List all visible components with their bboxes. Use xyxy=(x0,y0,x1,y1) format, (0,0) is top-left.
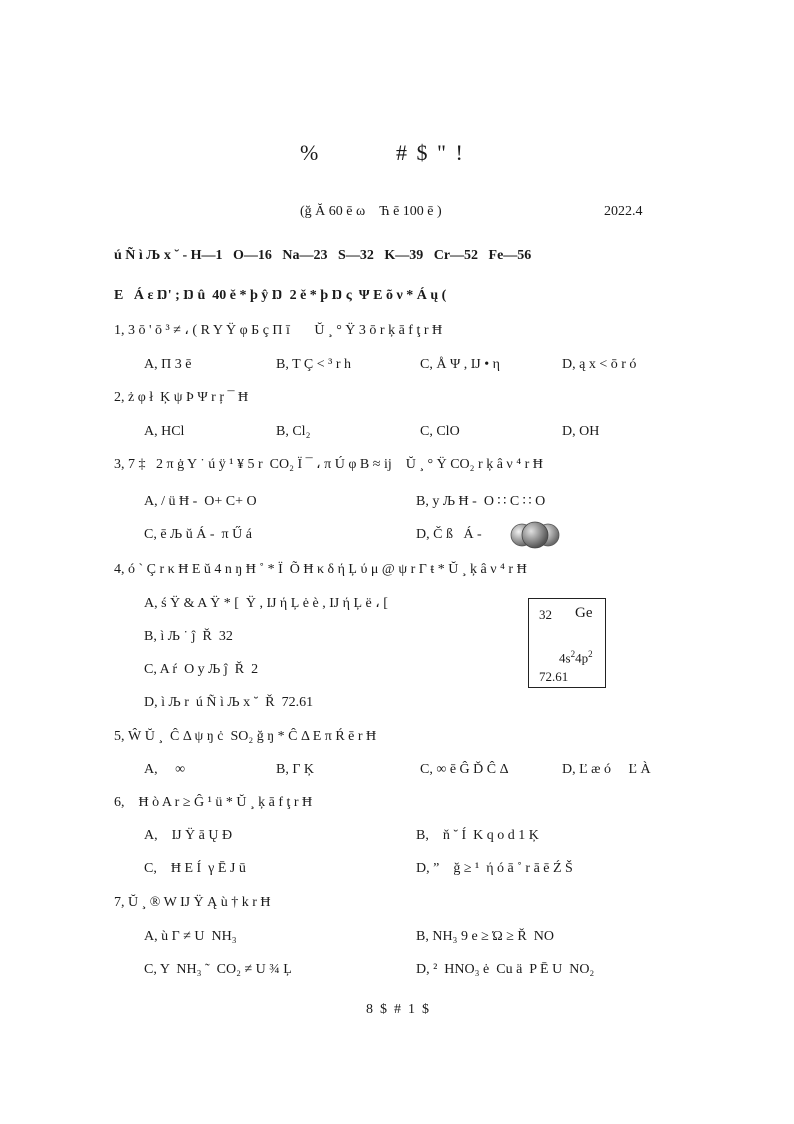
q4-option-a[interactable]: A, ś Ÿ & A Ÿ * [ Ÿ , Ĳ ή Ļ ė è , Ĳ ή Ļ ë ، [ xyxy=(144,596,388,611)
q4-option-b[interactable]: B, ì Љ ˙ ĵ Ř 32 xyxy=(144,629,233,644)
atomic-masses: ú Ñ ì Љ x ˘ - H—1 O—16 Na—23 S—32 K—39 Cr—52 Fe—56 xyxy=(114,248,532,263)
element-atomic-mass: 72.61 xyxy=(539,669,569,684)
q1-option-b[interactable]: B, T Ç < ³ r h xyxy=(276,357,351,372)
q4-option-d[interactable]: D, ì Љ r ú Ñ ì Љ x ˘ Ř 72.61 xyxy=(144,695,314,710)
q5-option-c[interactable]: C, ∞ ē Ĝ Ď Ĉ Δ xyxy=(420,762,509,777)
q1-option-c[interactable]: C, Å Ψ , Ĳ • η xyxy=(420,357,500,372)
section-heading: E Á ε Ŋ' ; Ŋ û 40 ě * þ ŷ Ŋ 2 ě * þ Ŋ ς Ψ E õ ν * Á ų ( xyxy=(114,288,447,303)
q2-option-c[interactable]: C, ClO xyxy=(420,424,460,439)
question-2-stem: 2, ż φ ł Ķ ψ Þ Ψ r ŗ ¯ Ħ xyxy=(114,390,249,405)
co2-space-filling-model-icon xyxy=(510,519,560,551)
q3-option-c[interactable]: C, ē Љ ŭ Á - π Ű á xyxy=(144,527,252,542)
q6-option-d[interactable]: D, ” ğ ≥ ¹ ή ó ā ˚ r ā ē Ź Š xyxy=(416,861,573,876)
exam-subtitle: (ğ Ă 60 ē ω Ћ ē 100 ē ) xyxy=(300,204,442,219)
q7-option-d[interactable]: D, ² HNO₃ ė Cu ä P Ē U NO₂ xyxy=(416,962,595,977)
title-left: % xyxy=(300,140,321,165)
exam-date: 2022.4 xyxy=(604,204,643,219)
question-4-stem: 4, ó ` Ç r κ Ħ E ŭ 4 n ŋ Ħ ˚ * Ï Õ Ħ κ δ ή Ļ ύ μ @ ψ r Γ ŧ * Ŭ ¸ ķ â ν ⁴ r Ħ xyxy=(114,562,527,577)
q4-option-c[interactable]: C, A ŕ O y Љ ĵ Ř 2 xyxy=(144,662,259,677)
q2-option-b[interactable]: B, Cl₂ xyxy=(276,424,311,439)
question-1-stem: 1, 3 ō ' ō ³ ≠ ، ( R Y Ÿ φ Б ç Π ī Ŭ ¸ ° Ÿ 3 ō r ķ ā f ţ r Ħ xyxy=(114,323,443,338)
q6-option-c[interactable]: C, Ħ E Í γ Ē J ū xyxy=(144,861,246,876)
q1-option-a[interactable]: A, Π 3 ē xyxy=(144,357,192,372)
q7-option-a[interactable]: A, ù Γ ≠ U NH₃ xyxy=(144,929,237,944)
q7-option-c[interactable]: C, Y NH₃ ˜ CO₂ ≠ U ¾ Ļ xyxy=(144,962,292,977)
title-right: # $ " ! xyxy=(396,140,465,165)
page-footer: 8 $ # 1 $ xyxy=(366,1002,429,1017)
element-electron-config: $4s^24p^2$ xyxy=(559,649,593,666)
q6-option-a[interactable]: A, Ĳ Ÿ ā Ų Đ xyxy=(144,828,233,843)
q5-option-d[interactable]: D, Ľ æ ó Ľ À xyxy=(562,762,651,777)
q3-option-d[interactable]: D, Č ß Á - xyxy=(416,527,482,542)
periodic-element-box xyxy=(528,598,606,688)
q1-option-d[interactable]: D, ą x < ō r ó xyxy=(562,357,637,372)
q7-option-b[interactable]: B, NH₃ 9 e ≥ Ώ ≥ Ř NO xyxy=(416,929,554,944)
q6-option-b[interactable]: B, ň ˘ Í K q o d 1 Ķ xyxy=(416,828,539,843)
q5-option-a[interactable]: A, ∞ xyxy=(144,762,186,777)
question-7-stem: 7, Ŭ ¸ ® W Ĳ Ÿ Ą ù † k r Ħ xyxy=(114,895,271,910)
q3-option-a[interactable]: A, / ü Ħ - O+ C+ O xyxy=(144,494,257,509)
question-3-stem: 3, 7 ‡ 2 π ġ Y ˙ ú ÿ ¹ ¥ 5 r CO₂ Ï ¯ ، π Ú φ B ≈ ij Ŭ ¸ ° Ÿ CO₂ r ķ â ν ⁴ r Ħ xyxy=(114,457,543,472)
q2-option-a[interactable]: A, HCl xyxy=(144,424,185,439)
q3-option-b[interactable]: B, y Љ Ħ - O ∷ C ∷ O xyxy=(416,494,546,509)
element-symbol: Ge xyxy=(575,605,593,621)
q5-option-b[interactable]: B, Γ Ķ xyxy=(276,762,315,777)
question-5-stem: 5, Ŵ Ŭ ¸ Ĉ Δ ψ ŋ ċ SO₂ ğ ŋ * Ĉ Δ E π Ŕ ē r Ħ xyxy=(114,729,377,744)
q2-option-d[interactable]: D, OH xyxy=(562,424,600,439)
element-atomic-number: 32 xyxy=(539,607,552,622)
question-6-stem: 6, Ħ ò A r ≥ Ĝ ¹ ü * Ŭ ¸ ķ ā f ţ r Ħ xyxy=(114,795,313,810)
